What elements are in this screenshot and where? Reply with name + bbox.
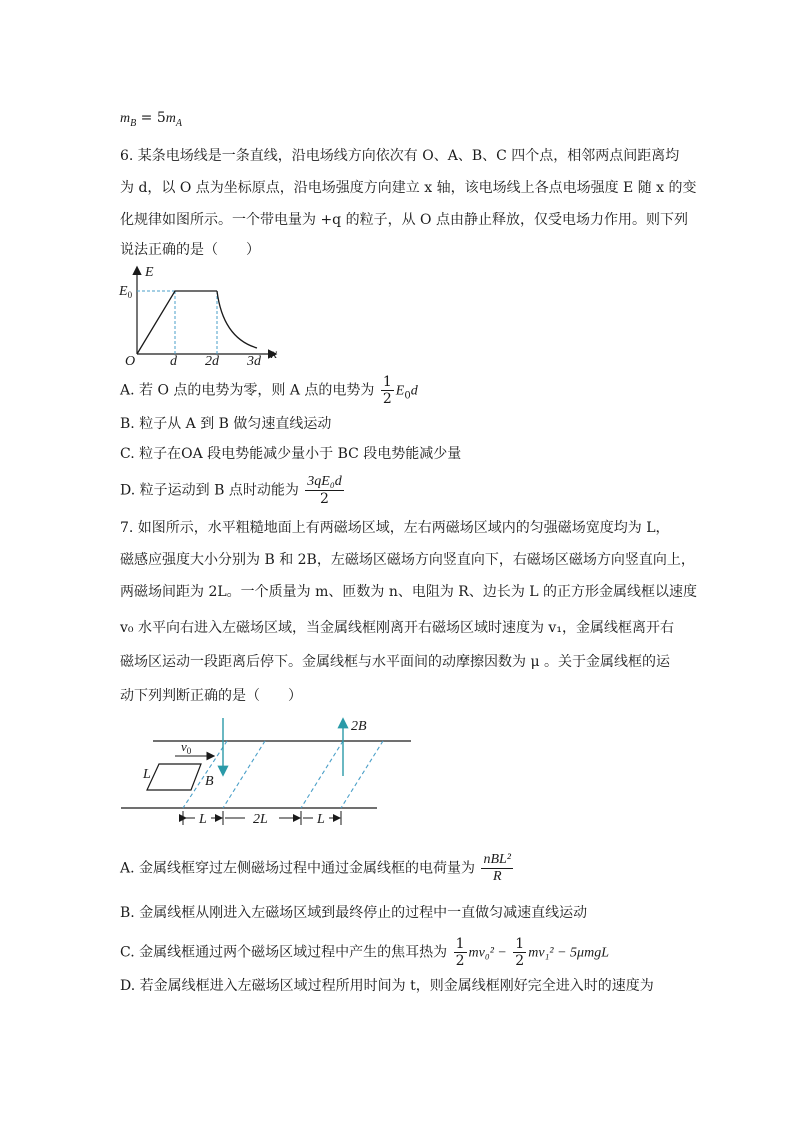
e-curve <box>137 291 217 354</box>
q6-option-c: C. 粒子在OA 段电势能减少量小于 BC 段电势能减少量 <box>120 446 462 462</box>
q7-stem-line-1: 7. 如图所示，水平粗糙地面上有两磁场区域，左右两磁场区域内的匀强磁场宽度均为 L， <box>120 520 670 536</box>
q7-stem-line-3: 两磁场间距为 2L。一个质量为 m、匝数为 n、电阻为 R、边长为 L 的正方形金属线框以速度 <box>120 584 698 600</box>
q6-e-field-graph <box>115 262 290 367</box>
q6-option-b: B. 粒子从 A 到 B 做匀速直线运动 <box>120 416 332 432</box>
q6-option-a: A. 若 O 点的电势为零，则 A 点的电势为 $\frac{1}{2}$ $E_0d$ <box>120 374 418 407</box>
q6-stem-line-3: 化规律如图所示。一个带电量为 +q 的粒子，从 O 点由静止释放，仅受电场力作用。则下列 <box>120 212 688 228</box>
q7-option-b: B. 金属线框从刚进入左磁场区域到最终停止的过程中一直做匀减速直线运动 <box>120 905 588 921</box>
b-label: B <box>205 774 214 789</box>
right-field-boundary-2 <box>341 741 383 808</box>
q7-option-c: C. 金属线框通过两个磁场区域过程中产生的焦耳热为 $\frac{1}{2}$ mv₀² − $\frac{1}{2}$ mv₁² − 5μmgL <box>120 936 609 969</box>
frame-side-label: L <box>143 767 151 782</box>
mass-relation-formula: $m_B = 5m_A$ <box>120 110 183 129</box>
tick-d: d <box>170 354 177 367</box>
e0-label: $E_0$ <box>119 284 133 300</box>
q6-stem-line-2: 为 d，以 O 点为坐标原点，沿电场强度方向建立 x 轴，该电场线上各点电场强度 E 随 x 的变 <box>120 180 697 196</box>
q7-stem-line-2: 磁感应强度大小分别为 B 和 2B，左磁场区磁场方向竖直向下，右磁场区磁场方向竖直向上， <box>120 552 695 568</box>
y-axis-label: E <box>145 265 154 280</box>
q6-option-d: D. 粒子运动到 B 点时动能为 $\frac{\text{3qE₀d}}{2}$ <box>120 474 342 507</box>
q7-stem-line-6: 动下列判断正确的是（ ） <box>120 688 302 704</box>
q7-option-d: D. 若金属线框进入左磁场区域过程所用时间为 t，则金属线框刚好完全进入时的速度为 <box>120 978 654 994</box>
left-field-boundary-2 <box>223 741 265 808</box>
right-field-boundary-1 <box>301 741 343 808</box>
dim-l-left: L <box>199 812 207 827</box>
tick-2d: 2d <box>205 354 219 367</box>
q7-magnetic-field-figure <box>115 712 415 832</box>
origin-label: O <box>125 354 136 367</box>
q7-option-a: A. 金属线框穿过左侧磁场过程中通过金属线框的电荷量为 $\frac{\text{nBL²}}{R}$ <box>120 852 512 884</box>
q6-stem-line-1: 6. 某条电场线是一条直线，沿电场线方向依次有 O、A、B、C 四个点，相邻两点间距离均 <box>120 148 680 164</box>
metal-frame <box>147 764 201 790</box>
v0-label: $v_0$ <box>181 739 192 756</box>
2b-label: 2B <box>351 719 367 734</box>
tick-3d: 3d <box>247 354 261 367</box>
q7-stem-line-4: v₀ 水平向右进入左磁场区域，当金属线框刚离开右磁场区域时速度为 v₁，金属线框离开右 <box>120 620 674 636</box>
dim-l-right: L <box>317 812 325 827</box>
q6-stem-line-4: 说法正确的是（ ） <box>120 242 260 258</box>
q7-stem-line-5: 磁场区运动一段距离后停下。金属线框与水平面间的动摩擦因数为 μ 。关于金属线框的运 <box>120 654 670 670</box>
e-decay-curve <box>217 291 257 348</box>
x-axis-label: x <box>271 347 278 362</box>
dim-2l: 2L <box>253 812 268 827</box>
